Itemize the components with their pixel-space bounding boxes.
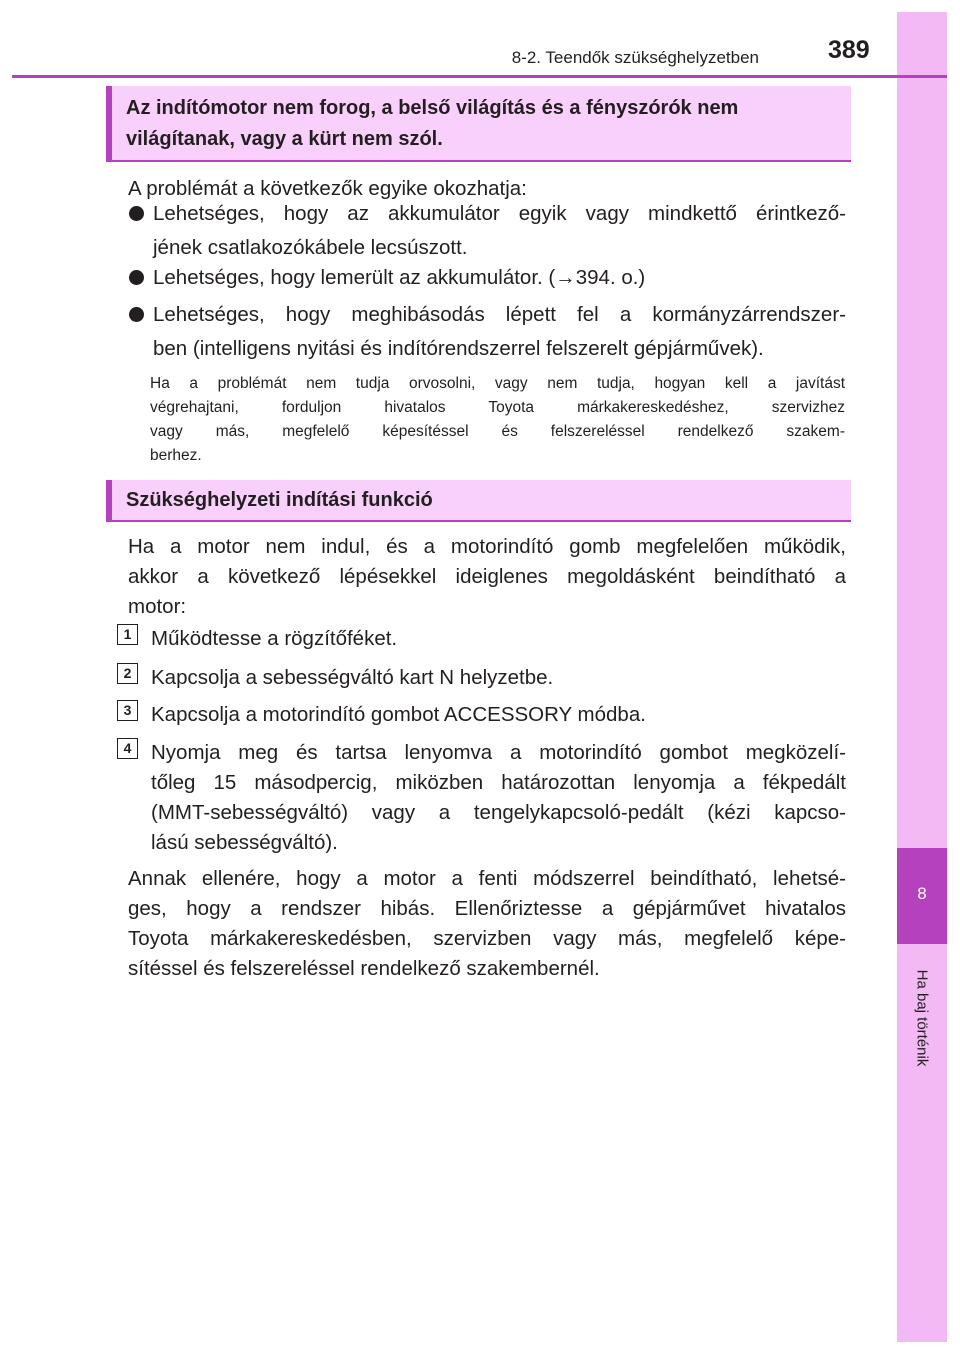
page-number: 389 <box>828 36 870 64</box>
section2-title: Szükséghelyzeti indítási funkció <box>126 489 433 511</box>
section1-intro: A problémát a következők egyike okozhatja: <box>128 177 527 200</box>
bullet-dot <box>129 206 144 221</box>
header-section-title: 8-2. Teendők szükséghelyzetben <box>511 48 759 67</box>
step-number-box: 3 <box>117 700 138 721</box>
section1-title-line: világítanak, vagy a kürt nem szól. <box>126 128 443 150</box>
section2-intro-line: akkor a következő lépésekkel ideiglenes megoldásként beindítható a <box>128 565 846 588</box>
step-number-box: 4 <box>117 738 138 759</box>
step-text: Kapcsolja a sebességváltó kart N helyzetbe. <box>151 666 554 689</box>
bullet-line: jének csatlakozókábele lecsúszott. <box>153 236 468 259</box>
note-line: végrehajtani, forduljon hivatalos Toyota márkakereskedéshez, szervizhez <box>150 399 845 416</box>
closing-line: Annak ellenére, hogy a motor a fenti módszerrel beindítható, lehetsé- <box>128 867 846 890</box>
bullet-line: Lehetséges, hogy lemerült az akkumulátor. (→394. o.) <box>153 266 646 289</box>
bullet-line: ben (intelligens nyitási és indítórendszerrel felszerelt gépjárművek). <box>153 337 764 360</box>
bullet-dot <box>129 270 144 285</box>
closing-line: ges, hogy a rendszer hibás. Ellenőriztesse a gépjárművet hivatalos <box>128 897 846 920</box>
note-line: berhez. <box>150 447 202 464</box>
step-text: Kapcsolja a motorindító gombot ACCESSORY módba. <box>151 703 646 726</box>
header-rule <box>12 75 947 78</box>
step-text: (MMT-sebességváltó) vagy a tengelykapcsoló-pedált (kézi kapcso- <box>151 801 846 824</box>
section1-heading-box <box>106 86 851 162</box>
step-text: Nyomja meg és tartsa lenyomva a motorindító gombot megközelí- <box>151 741 846 764</box>
section2-heading-box <box>106 480 851 522</box>
step-number-box: 2 <box>117 663 138 684</box>
bullet-line: Lehetséges, hogy meghibásodás lépett fel a kormányzárrendszer- <box>153 303 846 326</box>
section1-title-line: Az indítómotor nem forog, a belső világítás és a fényszórók nem <box>126 97 739 119</box>
step-number-box: 1 <box>117 624 138 645</box>
bullet-line: Lehetséges, hogy az akkumulátor egyik vagy mindkettő érintkező- <box>153 202 846 225</box>
bullet-dot <box>129 307 144 322</box>
chapter-sidebar <box>897 12 947 1342</box>
chapter-number: 8 <box>917 884 927 903</box>
section2-intro-line: motor: <box>128 595 187 618</box>
note-line: Ha a problémát nem tudja orvosolni, vagy nem tudja, hogyan kell a javítást <box>150 375 845 392</box>
closing-line: sítéssel és felszereléssel rendelkező szakembernél. <box>128 957 600 980</box>
step-text: Működtesse a rögzítőféket. <box>151 627 398 650</box>
chapter-label: Ha baj történik <box>913 969 931 1067</box>
note-line: vagy más, megfelelő képesítéssel és felszereléssel rendelkező szakem- <box>150 423 845 440</box>
closing-line: Toyota márkakereskedésben, szervizben vagy más, megfelelő képe- <box>128 927 846 950</box>
step-text: tőleg 15 másodpercig, miközben határozottan lenyomja a fékpedált <box>151 771 846 794</box>
section2-intro-line: Ha a motor nem indul, és a motorindító gomb megfelelően működik, <box>128 535 846 558</box>
step-text: lású sebességváltó). <box>151 831 338 854</box>
